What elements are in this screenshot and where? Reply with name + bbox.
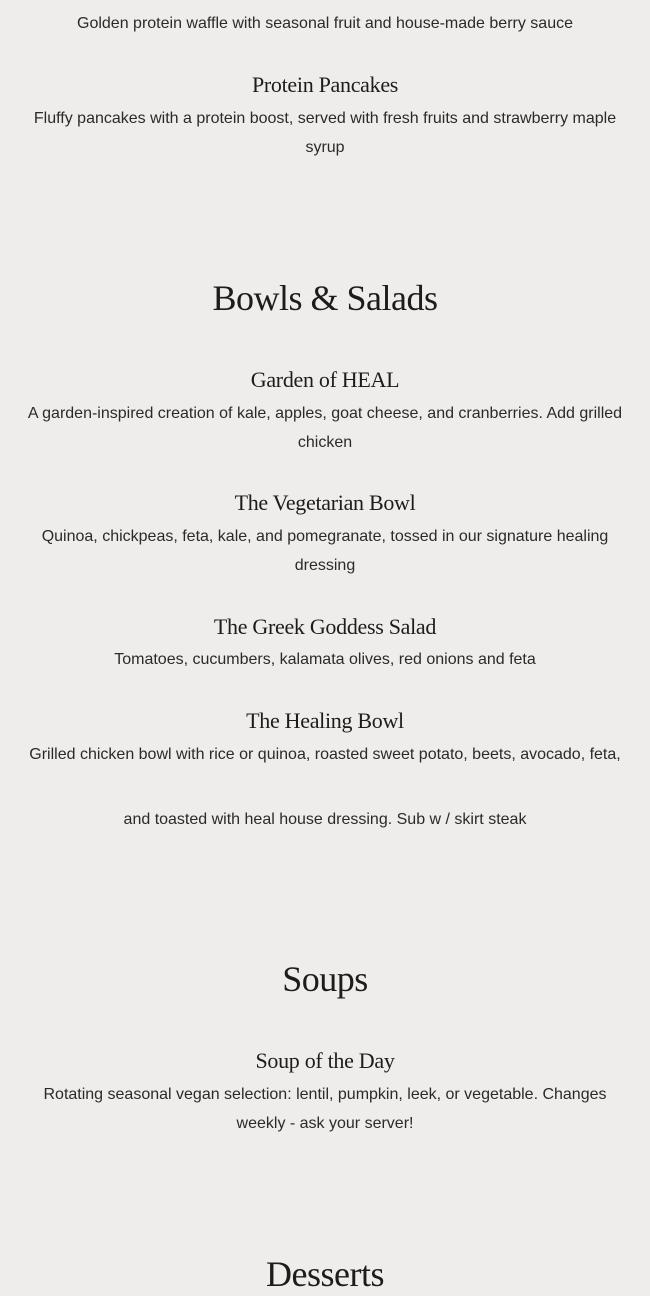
soup-of-the-day-name: Soup of the Day <box>255 1048 395 1073</box>
protein-waffle-description: Golden protein waffle with seasonal fruit and house-made berry sauce <box>77 15 573 32</box>
healing-bowl-description-line-2: and toasted with heal house dressing. Sub w / skirt steak <box>123 811 527 828</box>
protein-pancakes-description: Fluffy pancakes with a protein boost, served with fresh fruits and strawberry maple syrup <box>33 110 617 156</box>
healing-bowl-description: Grilled chicken bowl with rice or quinoa, roasted sweet potato, beets, avocado, feta, <box>29 746 621 763</box>
vegetarian-bowl-description: Quinoa, chickpeas, feta, kale, and pomegranate, tossed in our signature healing dressing <box>41 528 609 574</box>
vegetarian-bowl-name: The Vegetarian Bowl <box>234 490 416 515</box>
section-title-bowls-salads: Bowls & Salads <box>212 278 438 318</box>
garden-of-heal-name: Garden of HEAL <box>250 367 400 392</box>
healing-bowl-name: The Healing Bowl <box>246 708 404 733</box>
soup-of-the-day-description: Rotating seasonal vegan selection: lentil, pumpkin, leek, or vegetable. Changes weekly - ask your server! <box>43 1086 607 1132</box>
section-title-desserts: Desserts <box>266 1254 384 1294</box>
greek-goddess-salad-description: Tomatoes, cucumbers, kalamata olives, red onions and feta <box>114 651 536 668</box>
section-title-soups: Soups <box>282 959 368 999</box>
protein-pancakes-name: Protein Pancakes <box>251 72 399 97</box>
greek-goddess-salad-name: The Greek Goddess Salad <box>213 614 437 639</box>
garden-of-heal-description: A garden-inspired creation of kale, apples, goat cheese, and cranberries. Add grilled chicken <box>27 405 623 451</box>
